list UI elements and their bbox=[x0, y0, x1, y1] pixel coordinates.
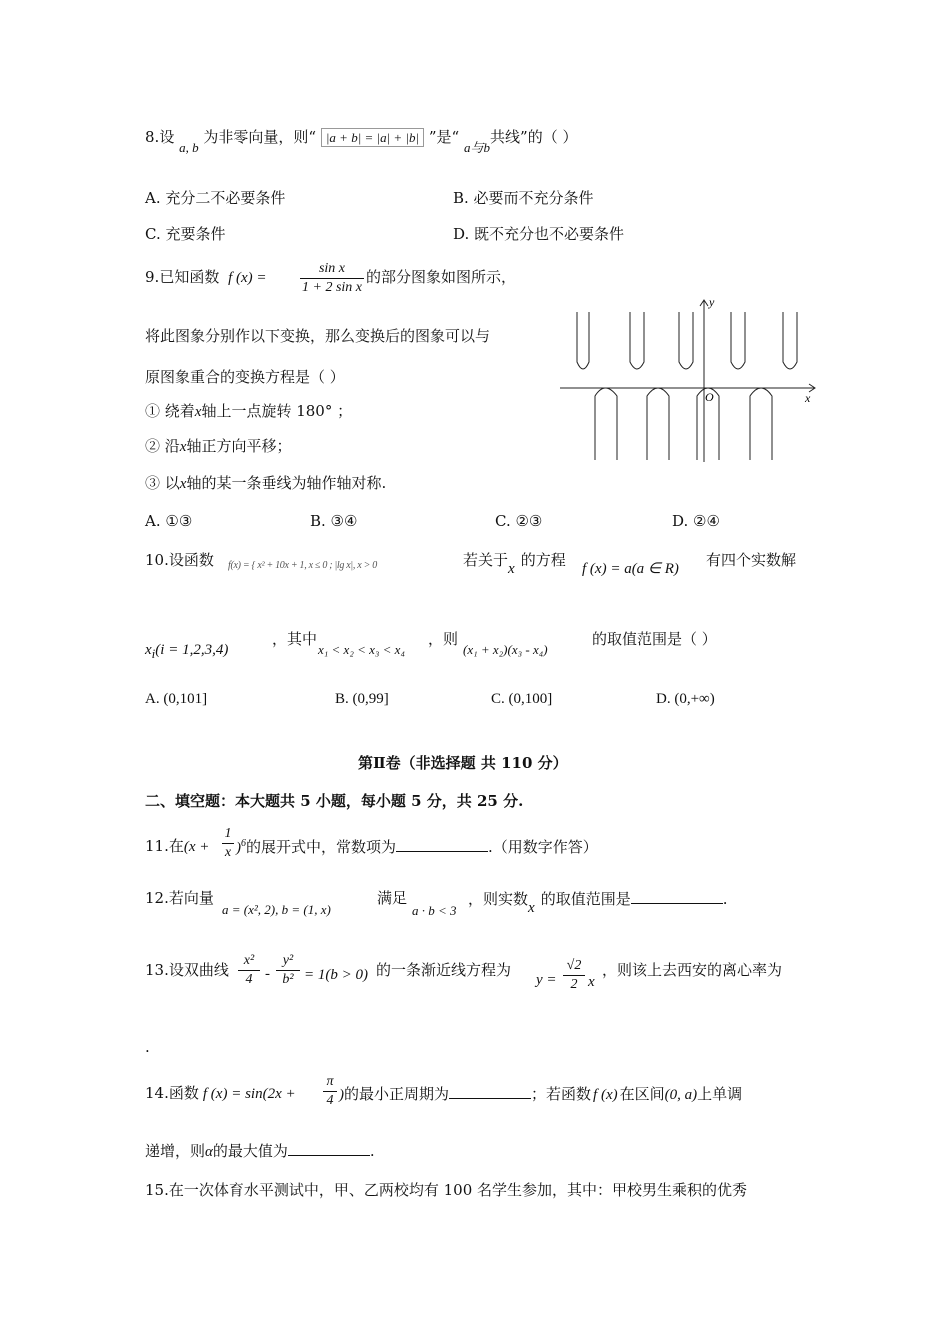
q13-tail: ，则该上去西安的离心率为 bbox=[602, 961, 783, 979]
q14-number: 14. bbox=[145, 1084, 169, 1102]
q10-option-d: D. (0,+∞) bbox=[656, 691, 715, 707]
q8-option-b: B. 必要而不充分条件 bbox=[453, 189, 594, 207]
q10-line1 bbox=[145, 551, 214, 569]
q8-option-d: D. 既不充分也不必要条件 bbox=[453, 225, 625, 243]
q8-prefix: 设 bbox=[159, 128, 175, 146]
q9-line2: 将此图象分别作以下变换，那么变换后的图象可以与 bbox=[145, 327, 491, 345]
q12-vectors: a = (x², 2), b = (1, x) bbox=[222, 902, 331, 917]
q15-line bbox=[145, 1181, 747, 1199]
q13-minus: - bbox=[265, 966, 270, 982]
q9-item1-var: x bbox=[194, 404, 202, 420]
q14-line2 bbox=[145, 1141, 375, 1161]
q13-asym-fraction bbox=[563, 958, 585, 993]
q13-asym-post: x bbox=[588, 974, 595, 990]
q8-mid: 为非零向量，则“ bbox=[203, 128, 317, 146]
q12-line-b bbox=[468, 889, 728, 916]
q13-mid: 的一条渐近线方程为 bbox=[376, 961, 512, 979]
origin-label: O bbox=[705, 390, 714, 404]
q11-denominator: x bbox=[224, 845, 232, 860]
q14-period-blank[interactable] bbox=[449, 1084, 531, 1099]
q11-exponent: 6 bbox=[241, 838, 246, 849]
y-axis-label: y bbox=[709, 295, 715, 309]
q14-pi-denominator: 4 bbox=[326, 1093, 334, 1108]
q11-line bbox=[145, 837, 209, 856]
q9-item1-pre: ① 绕着 bbox=[145, 402, 195, 420]
q12-answer-blank[interactable] bbox=[631, 889, 723, 904]
q9-item2-pre: ② 沿 bbox=[145, 437, 180, 455]
q9-number: 9. bbox=[145, 268, 160, 286]
q14-line2-pre: 递增，则 bbox=[145, 1142, 206, 1160]
q10-number: 10. bbox=[145, 551, 169, 569]
q12-mid: 满足 bbox=[377, 889, 408, 907]
q13-denominator-x: 4 bbox=[245, 972, 253, 987]
q9-option-a: A. ①③ bbox=[145, 512, 193, 530]
upper-branch-5 bbox=[783, 312, 797, 369]
q10-option-a: A. (0,101] bbox=[145, 691, 208, 707]
q12-var: x bbox=[528, 900, 535, 916]
q11-expr-left: (x + bbox=[183, 839, 210, 855]
q11-number: 11. bbox=[145, 837, 169, 855]
section2-heading: 二、填空题：本大题共 5 小题，每小题 5 分，共 25 分. bbox=[145, 792, 524, 810]
q14-alpha: α bbox=[205, 1144, 213, 1160]
lower-branch-2 bbox=[647, 388, 669, 460]
q14-mid: 的最小正周期为 bbox=[344, 1085, 450, 1103]
q10-option-b: B. (0,99] bbox=[335, 691, 389, 707]
q9-item1 bbox=[145, 402, 352, 421]
q13-rhs: = 1(b > 0) bbox=[304, 967, 368, 983]
q14-fraction bbox=[323, 1074, 337, 1109]
q14-function2: f (x) bbox=[593, 1087, 618, 1103]
q10-piecewise: f(x) = { x² + 10x + 1, x ≤ 0 ; |lg x|, x > 0 bbox=[228, 560, 377, 571]
q13-numerator-x: x² bbox=[243, 953, 255, 968]
q14-prefix: 函数 bbox=[168, 1084, 199, 1102]
q9-fraction bbox=[300, 261, 364, 296]
q8-collinear: a与b bbox=[464, 140, 491, 155]
q10-expression: (x₁ + x₂)(x₃ - x₄) bbox=[463, 642, 548, 657]
q12-tail2: 的取值范围是 bbox=[540, 890, 631, 908]
q15-text: 在一次体育水平测试中，甲、乙两校均有 100 名学生参加，其中：甲校男生乘积的优秀 bbox=[168, 1181, 748, 1199]
q12-condition: a · b < 3 bbox=[412, 903, 457, 918]
q9-option-c: C. ②③ bbox=[495, 512, 543, 530]
q11-numerator: 1 bbox=[224, 826, 232, 841]
q13-line bbox=[145, 961, 229, 979]
q8-option-c: C. 充要条件 bbox=[145, 225, 226, 243]
q10-mid2: 的方程 bbox=[520, 551, 566, 569]
q12-tail: ，则实数 bbox=[468, 890, 529, 908]
q13-fraction-x bbox=[238, 953, 260, 988]
q10-roots-sub: i bbox=[151, 646, 156, 661]
q8-mid2: ”是“ bbox=[428, 128, 460, 146]
q11-paren: ) bbox=[236, 840, 241, 856]
q9-item3-post: 轴的某一条垂线为轴作轴对称. bbox=[186, 474, 387, 492]
q10-roots: x bbox=[145, 642, 152, 658]
q9-item1-post: 轴上一点旋转 180° ； bbox=[201, 402, 353, 420]
q8-option-a: A. 充分二不必要条件 bbox=[145, 189, 286, 207]
q9-function-graph bbox=[555, 292, 825, 467]
q8-line1 bbox=[145, 128, 578, 155]
x-axis-label: x bbox=[805, 391, 811, 405]
q8-tail: 共线”的（ ） bbox=[490, 128, 578, 146]
q8-condition: |a + b| = |a| + |b| bbox=[321, 128, 424, 147]
q14-close: ) bbox=[339, 1087, 344, 1103]
q13-prefix: 设双曲线 bbox=[168, 961, 229, 979]
section2-title: 第Ⅱ卷（非选择题 共 110 分） bbox=[358, 754, 568, 772]
q11-fraction bbox=[222, 826, 234, 861]
q9-item3-var: x bbox=[179, 476, 187, 492]
q12-end: . bbox=[722, 890, 728, 908]
q10-var: x bbox=[508, 561, 515, 577]
q10-mid2-text: ，则 bbox=[428, 630, 459, 648]
q13-asym-denominator: 2 bbox=[570, 977, 578, 992]
q9-option-b: B. ③④ bbox=[310, 512, 358, 530]
q13-fraction-y bbox=[276, 953, 300, 988]
q14-mid3: 在区间 bbox=[619, 1085, 665, 1103]
q13-numerator-y: y² bbox=[282, 953, 294, 968]
q9-prefix: 已知函数 bbox=[159, 268, 220, 286]
q14-mid2: ；若函数 bbox=[531, 1085, 592, 1103]
q10-line1-b bbox=[463, 551, 566, 577]
upper-branch-4 bbox=[731, 312, 745, 369]
q9-item2-post: 轴正方向平移； bbox=[186, 437, 292, 455]
q10-option-c: C. (0,100] bbox=[491, 691, 553, 707]
q14-line2-end: . bbox=[369, 1142, 375, 1160]
q10-roots-index: (i = 1,2,3,4) bbox=[155, 642, 229, 658]
lower-branch-4 bbox=[750, 388, 772, 460]
q14-pi: π bbox=[326, 1074, 334, 1089]
q9-denominator: 1 + 2 sin x bbox=[302, 280, 362, 295]
q9-option-d: D. ②④ bbox=[672, 512, 720, 530]
q12-line bbox=[145, 889, 214, 907]
q11-end: .（用数字作答） bbox=[488, 838, 598, 856]
q8-number: 8. bbox=[145, 128, 160, 146]
q11-answer-blank[interactable] bbox=[396, 837, 488, 852]
q14-max-blank[interactable] bbox=[288, 1141, 370, 1156]
upper-branch-1 bbox=[577, 312, 589, 369]
q10-prefix: 设函数 bbox=[168, 551, 214, 569]
upper-branch-2 bbox=[630, 312, 644, 369]
lower-branch-1 bbox=[595, 388, 617, 460]
q12-number: 12. bbox=[145, 889, 169, 907]
q10-equation: f (x) = a(a ∈ R) bbox=[582, 561, 679, 577]
q10-tail: 有四个实数解 bbox=[706, 551, 797, 569]
q10-order: x₁ < x₂ < x₃ < x₄ bbox=[318, 642, 405, 657]
q12-prefix: 若向量 bbox=[168, 889, 214, 907]
q14-tail: 上单调 bbox=[697, 1085, 743, 1103]
q15-number: 15. bbox=[145, 1181, 169, 1199]
q9-numerator: sin x bbox=[318, 261, 346, 276]
q13-asym-numerator: √2 bbox=[566, 958, 582, 973]
q14-line2-mid: 的最大值为 bbox=[212, 1142, 288, 1160]
upper-branch-3 bbox=[679, 312, 693, 369]
q13-number: 13. bbox=[145, 961, 169, 979]
q11-prefix: 在 bbox=[168, 837, 184, 855]
q10-mid-text: ，其中 bbox=[272, 630, 318, 648]
q9-item3 bbox=[145, 474, 386, 493]
q11-line-b bbox=[236, 837, 598, 857]
q8-vectors: a, b bbox=[179, 140, 199, 155]
q10-mid: 若关于 bbox=[463, 551, 509, 569]
q13-denominator-y: b² bbox=[282, 972, 294, 987]
q14-function: f (x) = sin(2x + bbox=[202, 1086, 296, 1102]
q13-dot: . bbox=[145, 1038, 150, 1056]
q9-line3: 原图象重合的变换方程是（ ） bbox=[145, 368, 345, 386]
q9-fx: f (x) = bbox=[228, 270, 267, 286]
q14-line bbox=[145, 1084, 296, 1103]
q14-interval: (0, a) bbox=[664, 1087, 698, 1103]
q10-line2 bbox=[145, 640, 228, 662]
q9-item2 bbox=[145, 437, 291, 456]
q13-asym-pre: y = bbox=[536, 972, 557, 988]
q9-item2-var: x bbox=[179, 439, 187, 455]
q11-tail: 的展开式中，常数项为 bbox=[246, 838, 397, 856]
q14-line-b bbox=[339, 1084, 742, 1104]
q9-item3-pre: ③ 以 bbox=[145, 474, 180, 492]
q9-line1 bbox=[145, 268, 267, 287]
q9-tail: 的部分图象如图所示， bbox=[366, 268, 517, 286]
q10-line2-tail: 的取值范围是（ ） bbox=[592, 630, 717, 648]
